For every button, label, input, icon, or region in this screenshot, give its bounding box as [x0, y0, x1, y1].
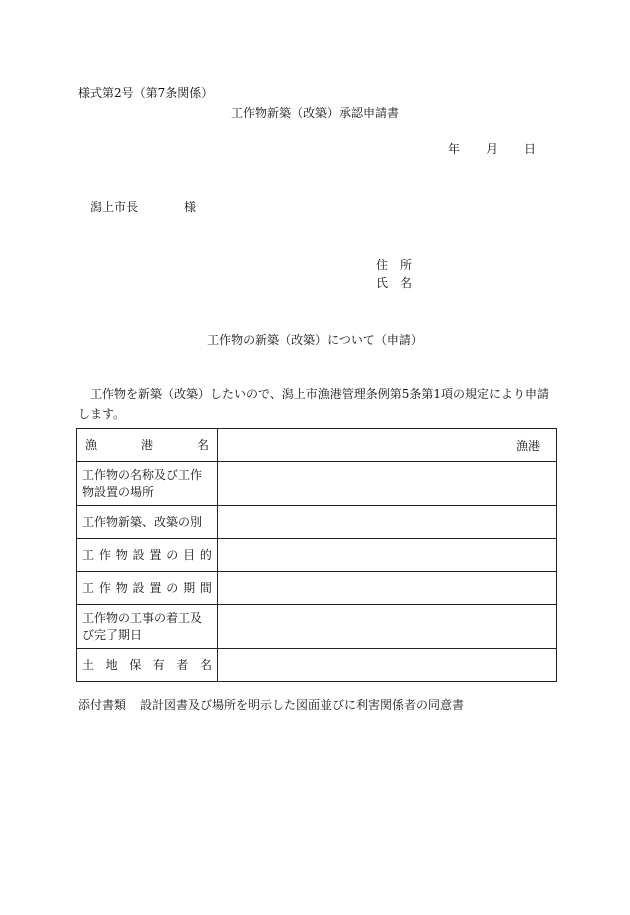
label-cell — [77, 429, 218, 462]
landowner-value[interactable] — [218, 649, 557, 682]
label-cell — [77, 539, 218, 572]
date-year: 年 — [448, 142, 461, 156]
label-char: 物 — [115, 580, 128, 595]
address-char: 住 — [376, 258, 389, 272]
name-char: 氏 — [376, 276, 389, 290]
document-title: 工作物新築（改築）承認申請書 — [230, 106, 399, 120]
application-table — [76, 428, 557, 682]
label-char: 作 — [98, 580, 111, 595]
table-row — [77, 649, 557, 682]
harbor-name-label — [82, 437, 212, 454]
label-char: 有 — [152, 657, 165, 672]
attachments-text: 設計図書及び場所を明示した図面並びに利害関係者の同意書 — [140, 698, 465, 712]
purpose-label — [82, 547, 212, 564]
addressee-name: 潟上市長 — [90, 200, 139, 214]
label-char: 的 — [199, 547, 212, 562]
date-day: 日 — [524, 142, 537, 156]
applicant-address-label — [376, 256, 412, 273]
structure-name-location-value[interactable] — [218, 462, 557, 506]
new-or-rebuild-value[interactable] — [218, 506, 557, 539]
table-row — [77, 605, 557, 649]
addressee — [90, 198, 196, 215]
form-number: 様式第2号（第7条関係） — [78, 86, 214, 100]
table-row — [77, 506, 557, 539]
label-char: 工 — [82, 547, 95, 562]
table-row — [77, 572, 557, 605]
date-month: 月 — [486, 142, 499, 156]
label-char: 漁 — [85, 437, 98, 452]
new-or-rebuild-label: 工作物新築、改築の別 — [77, 506, 218, 539]
subject-line: 工作物の新築（改築）について（申請） — [207, 333, 423, 347]
label-char: 工 — [82, 580, 95, 595]
label-char: 土 — [82, 657, 95, 672]
label-char: 者 — [176, 657, 189, 672]
label-char: 期 — [183, 580, 196, 595]
label-char: 置 — [149, 547, 162, 562]
period-value[interactable] — [218, 572, 557, 605]
label-char: 名 — [199, 657, 212, 672]
address-char: 所 — [400, 258, 413, 272]
label-cell — [77, 572, 218, 605]
table-row — [77, 539, 557, 572]
label-char: 港 — [140, 437, 153, 452]
construction-dates-value[interactable] — [218, 605, 557, 649]
label-cell — [77, 649, 218, 682]
attachments — [78, 696, 464, 713]
label-char: 保 — [129, 657, 142, 672]
label-char: 間 — [199, 580, 212, 595]
label-char: 作 — [98, 547, 111, 562]
label-char: 物 — [115, 547, 128, 562]
attachments-label: 添付書類 — [78, 698, 127, 712]
label-char: 地 — [105, 657, 118, 672]
table-row — [77, 429, 557, 462]
structure-name-location-label: 工作物の名称及び工作物設置の場所 — [77, 462, 218, 506]
period-label — [82, 580, 212, 597]
landowner-label — [82, 657, 212, 674]
construction-dates-label: 工作物の工事の着工及び完了期日 — [77, 605, 218, 649]
label-char: の — [166, 547, 179, 562]
body-text: 工作物を新築（改築）したいので、潟上市漁港管理条例第5条第1項の規定により申請します。 — [78, 387, 550, 421]
addressee-honorific: 様 — [184, 200, 197, 214]
label-char: 設 — [132, 547, 145, 562]
label-char: 設 — [132, 580, 145, 595]
applicant-name-label — [376, 274, 412, 291]
label-char: 目 — [183, 547, 196, 562]
label-char: の — [166, 580, 179, 595]
purpose-value[interactable] — [218, 539, 557, 572]
table-row — [77, 462, 557, 506]
date-line — [448, 140, 536, 157]
label-char: 名 — [196, 437, 209, 452]
harbor-name-value[interactable]: 漁港 — [218, 429, 557, 462]
name-char: 名 — [400, 276, 413, 290]
label-char: 置 — [149, 580, 162, 595]
